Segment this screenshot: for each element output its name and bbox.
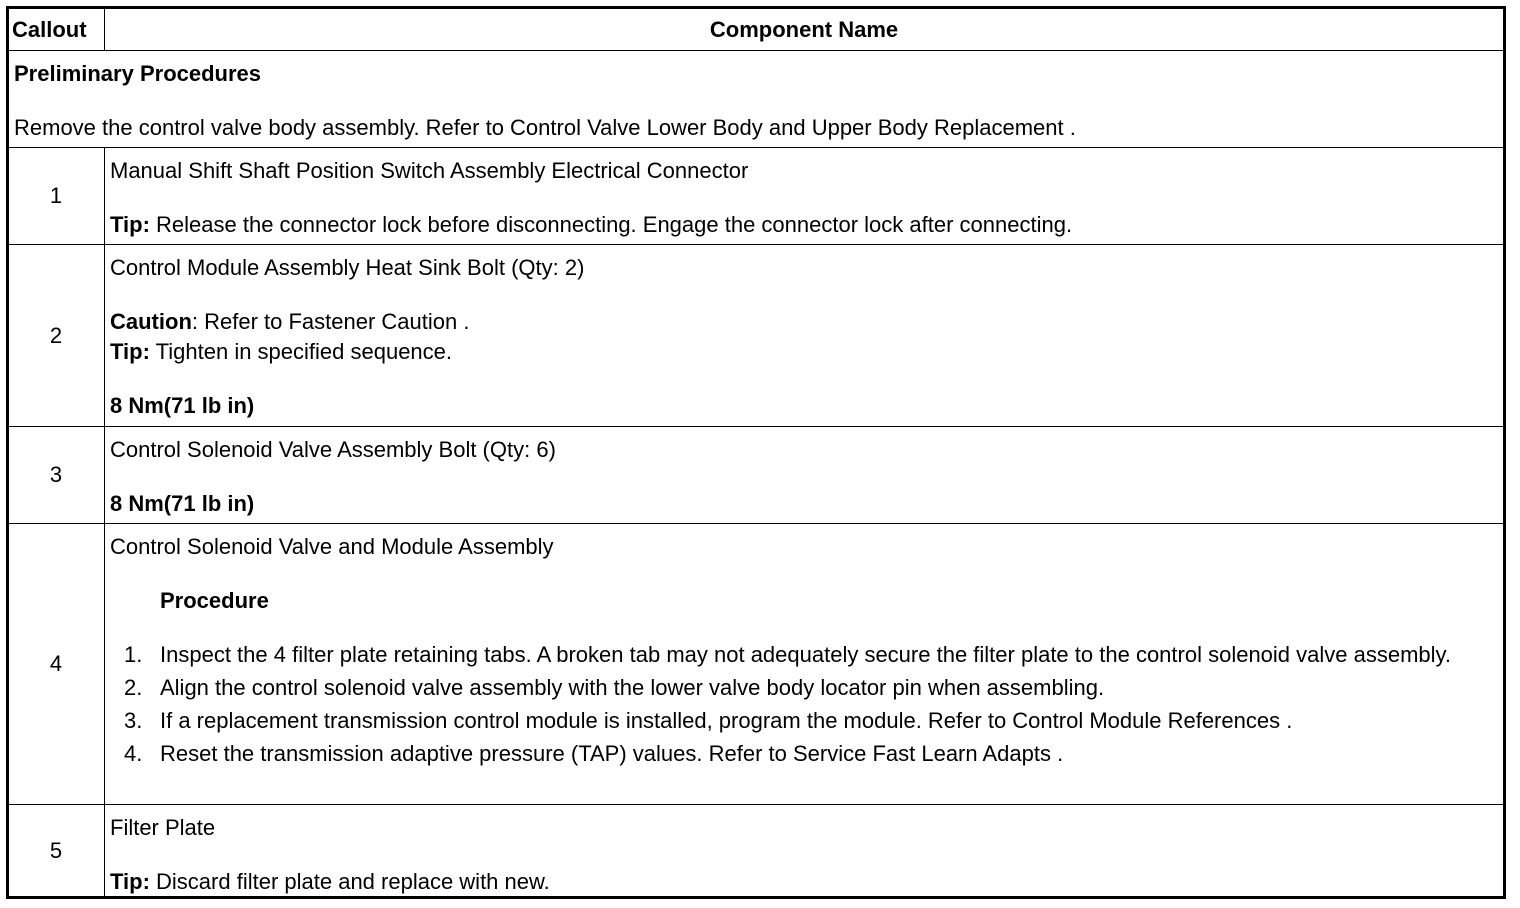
- callout-number: 2: [49, 322, 63, 348]
- preliminary-procedures-row: [9, 50, 1503, 147]
- table-row: [9, 244, 1503, 426]
- component-name: Control Module Assembly Heat Sink Bolt (Qty: 2): [110, 255, 585, 280]
- tip-label: Tip:: [110, 212, 150, 237]
- preliminary-text: Remove the control valve body assembly. Refer to Control Valve Lower Body and Upper Body Replacement .: [14, 115, 1076, 140]
- tip-text: Discard filter plate and replace with new.: [149, 869, 550, 894]
- table-row: [9, 804, 1503, 896]
- component-name: Control Solenoid Valve Assembly Bolt (Qty: 6): [110, 437, 556, 462]
- torque-spec: 8 Nm(71 lb in): [110, 393, 255, 418]
- procedure-step: 3. If a replacement transmission control module is installed, program the module. Refer to Control Module References .: [124, 708, 1293, 733]
- table-header-row: [9, 9, 1503, 50]
- table-row: [9, 523, 1503, 804]
- procedure-step: 1. Inspect the 4 filter plate retaining tabs. A broken tab may not adequately secure the filter plate to the control solenoid valve assembly.: [124, 642, 1452, 667]
- torque-spec: 8 Nm(71 lb in): [110, 491, 255, 516]
- tip-text: Release the connector lock before disconnecting. Engage the connector lock after connecting.: [149, 212, 1073, 237]
- procedure-step: 4. Reset the transmission adaptive pressure (TAP) values. Refer to Service Fast Learn Adapts .: [124, 741, 1064, 766]
- tip-note: [110, 210, 1503, 240]
- callout-number: 5: [49, 837, 63, 863]
- caution-text: : Refer to Fastener Caution .: [191, 309, 470, 334]
- tip-label: Tip:: [110, 339, 150, 364]
- table-row: [9, 147, 1503, 244]
- callout-number: 1: [49, 183, 63, 208]
- component-name-column-header: Component Name: [104, 9, 1503, 50]
- callout-column-header: Callout: [12, 16, 87, 42]
- tip-note: [110, 867, 1503, 897]
- caution-label: Caution: [110, 309, 192, 334]
- callout-number: 3: [49, 462, 63, 487]
- table-row: [9, 426, 1503, 523]
- tip-text: Tighten in specified sequence.: [149, 339, 453, 364]
- component-table: [6, 6, 1506, 899]
- component-name: Manual Shift Shaft Position Switch Assembly Electrical Connector: [110, 158, 749, 183]
- preliminary-title: Preliminary Procedures: [14, 61, 262, 86]
- component-name: Control Solenoid Valve and Module Assembly: [110, 534, 554, 559]
- tip-label: Tip:: [110, 869, 150, 894]
- procedure-title: Procedure: [160, 588, 269, 613]
- tip-note: [110, 337, 1503, 367]
- caution-note: [110, 307, 1503, 337]
- procedure-steps: [110, 640, 1503, 769]
- procedure-step: 2. Align the control solenoid valve assembly with the lower valve body locator pin when assembling.: [124, 675, 1105, 700]
- callout-number: 4: [49, 651, 63, 676]
- component-name: Filter Plate: [110, 815, 216, 840]
